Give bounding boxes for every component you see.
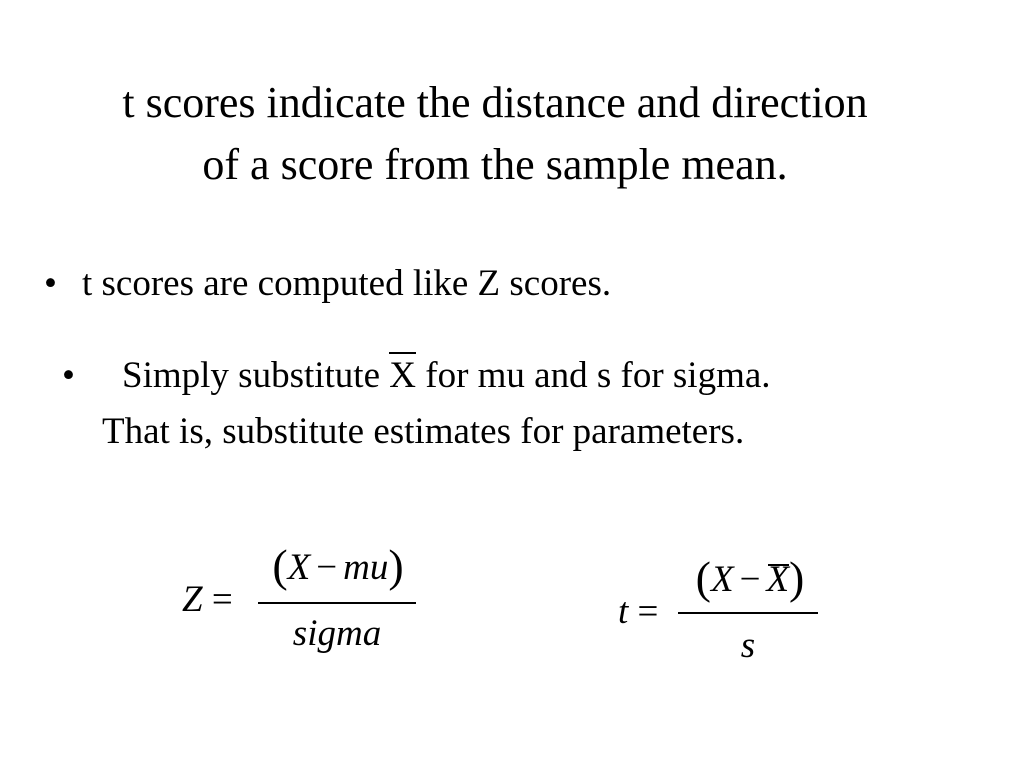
- bullet-marker: •: [62, 355, 75, 396]
- close-paren: ): [388, 540, 404, 591]
- z-symbol: Z: [182, 579, 203, 620]
- fraction-bar: [258, 602, 416, 604]
- formula-denominator: s: [740, 625, 756, 666]
- open-paren: (: [272, 540, 288, 591]
- x-variable: X: [287, 547, 311, 588]
- bullet-text: t scores are computed like Z scores.: [82, 263, 612, 304]
- bullet-text-after: for mu and s for sigma.: [416, 355, 771, 396]
- bullet-item: [44, 258, 611, 310]
- x-variable: X: [710, 559, 734, 600]
- x-bar-symbol: X: [389, 350, 416, 402]
- formula-numerator: [678, 552, 822, 603]
- bullet-text-before: Simply substitute: [122, 355, 390, 396]
- x-bar-symbol: X: [766, 559, 790, 600]
- t-score-formula: [618, 548, 828, 668]
- formula-lhs: [182, 580, 233, 620]
- open-paren: (: [695, 552, 711, 603]
- bullet-item: [62, 350, 771, 402]
- mu-parameter: mu: [343, 547, 389, 588]
- equals-sign: =: [637, 591, 659, 632]
- minus-sign: −: [739, 559, 761, 600]
- fraction-bar: [678, 612, 818, 614]
- equals-sign: =: [211, 579, 233, 620]
- z-score-formula: [182, 540, 422, 660]
- close-paren: ): [789, 552, 805, 603]
- formula-numerator: [258, 540, 418, 591]
- bullet-marker: •: [44, 263, 57, 304]
- t-symbol: t: [618, 591, 629, 632]
- minus-sign: −: [316, 547, 338, 588]
- formula-denominator: sigma: [292, 613, 382, 654]
- slide-title: t scores indicate the distance and direction of a score from the sample mean.: [122, 78, 868, 189]
- formula-lhs: [618, 592, 658, 632]
- bullet-continuation: That is, substitute estimates for parameters.: [102, 411, 745, 452]
